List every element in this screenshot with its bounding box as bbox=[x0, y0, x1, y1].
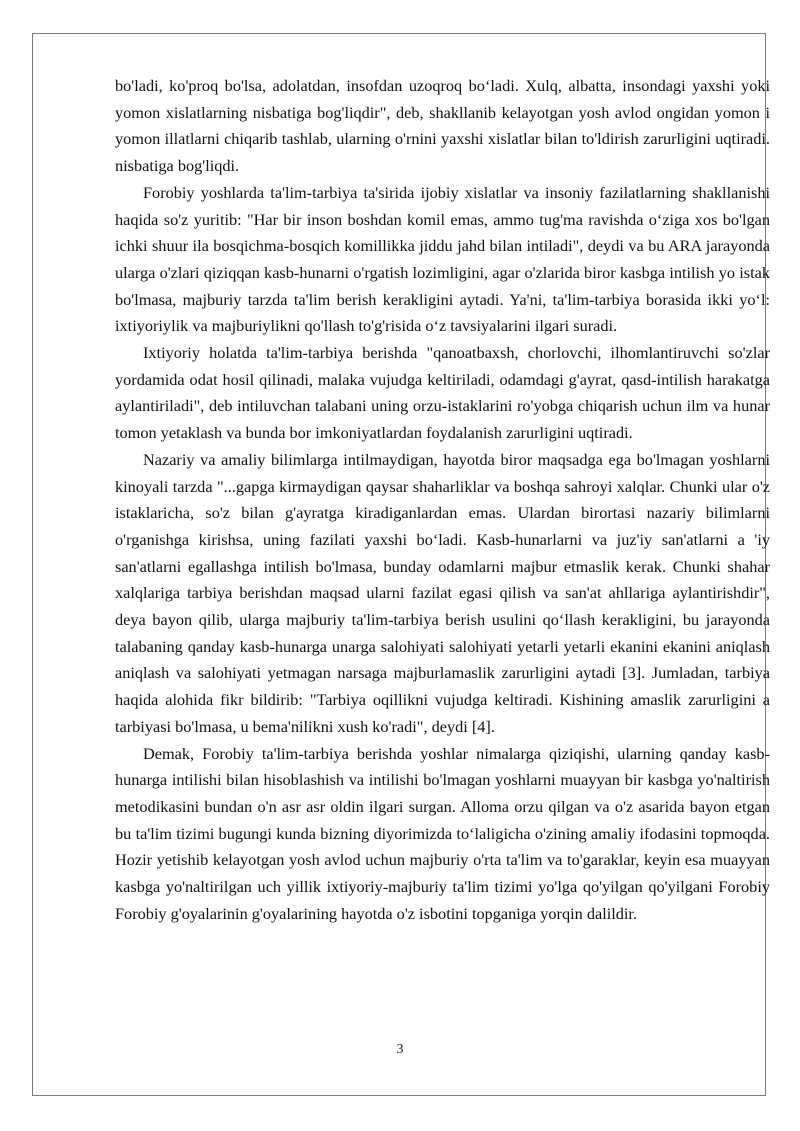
document-body bbox=[115, 73, 770, 928]
paragraph-5: Demak, Forobiy ta'lim-tarbiya berishda yoshlar nimalarga qiziqishi, ularning qanday kasb-hunarga intilishi bilan hisoblashish va intilishi bo'lmagan yoshlarni muayyan bir kasbga yo'naltirish metodikasini bundan o'n asr asr oldin ilgari surgan. Alloma orzu qilgan va o'z asarida bayon etgan bu ta'lim tizimi bugungi kunda bizning diyorimizda to‘laligicha o'zining amaliy ifodasini topmoqda. Hozir yetishib kelayotgan yosh avlod uchun majburiy o'rta ta'lim va to'garaklar, keyin esa muayyan kasbga yo'naltirilgan uch yillik ixtiyoriy-majburiy ta'lim tizimi yo'lga qo'yilgan qo'yilgani Forobiy Forobiy g'oyalarinin g'oyalarining hayotda o'z isbotini topganiga yorqin dalildir. bbox=[115, 743, 770, 923]
page-number: 3 bbox=[396, 1042, 404, 1057]
paragraph-4: Nazariy va amaliy bilimlarga intilmaydigan, hayotda biror maqsadga ega bo'lmagan yoshlarni kinoyali tarzda "...gapga kirmaydigan qaysar shaharliklar va boshqa sahroyi xalqlar. Chunki ular o'z istaklaricha, so'z bilan g'ayratga kiradiganlardan emas. Ulardan birortasi nazariy bilimlarni o'rganishga kirishsa, uning fazilati yaxshi bo‘ladi. Kasb-hunarlarni va juz'iy san'atlarni a 'iy san'atlarni egallashga intilish bo'lmasa, bunday odamlarni majbur etmaslik kerak. Chunki shahar xalqlariga tarbiya berishdan maqsad ularni fazilat egasi qilish va san'at ahllariga aylantirishdir", deya bayon qilib, ularga majburiy ta'lim-tarbiya berish usulini qo‘llash kerakligini, bu jarayonda talabaning qanday kasb-hunarga unarga salohiyati salohiyati yetarli yetarli ekanini ekanini aniqlash aniqlash va salohiyati yetmagan narsaga majburlamaslik zarurligini aytadi [3]. Jumladan, tarbiya haqida alohida fikr bildirib: "Tarbiya oqillikni vujudga keltiradi. Kishining amaslik zarurligini a tarbiyasi bo'lmasa, u bema'nilikni xush ko'radi", deydi [4]. bbox=[115, 449, 770, 736]
paragraph-3: Ixtiyoriy holatda ta'lim-tarbiya berishda "qanoatbaxsh, chorlovchi, ilhomlantiruvchi so'zlar yordamida odat hosil qilinadi, malaka vujudga keltiriladi, odamdagi g'ayrat, qasd-intilish harakatga aylantiriladi", deb intiluvchan talabani uning orzu-istaklarini ro'yobga chiqarish uchun ilm va hunar tomon yetaklash va bunda bor imkoniyatlardan foydalanish zarurligini uqtiradi. bbox=[115, 343, 770, 443]
paragraph-2: Forobiy yoshlarda ta'lim-tarbiya ta'sirida ijobiy xislatlar va insoniy fazilatlarning shakllanishi haqida so'z yuritib: "Har bir inson boshdan komil emas, ammo tug'ma ravishda o‘ziga xos bo'lgan ichki shuur ila bosqichma-bosqich komillikka jiddu jahd bilan intiladi", deydi va bu ARA jarayonda ularga o'zlari qiziqqan kasb-hunarni o'rgatish lozimligini, agar o'zlarida biror kasbga intilish yo istak bo'lmasa, majburiy tarzda ta'lim berish kerakligini aytadi. Ya'ni, ta'lim-tarbiya borasida ikki yo‘l: ixtiyoriylik va majburiylikni qo'llash to'g'risida o‘z tavsiyalarini ilgari suradi. bbox=[115, 182, 770, 336]
paragraph-1: bo'ladi, ko'proq bo'lsa, adolatdan, insofdan uzoqroq bo‘ladi. Xulq, albatta, insondagi yaxshi yoki yomon xislatlarning nisbatiga bog'liqdir", deb, shakllanib kelayotgan yosh avlod ongidan yomon i yomon illatlarni chiqarib tashlab, ularning o'rnini yaxshi xislatlar bilan to'ldirish zarurligini uqtiradi. nisbatiga bog'liqdi. bbox=[115, 76, 770, 176]
